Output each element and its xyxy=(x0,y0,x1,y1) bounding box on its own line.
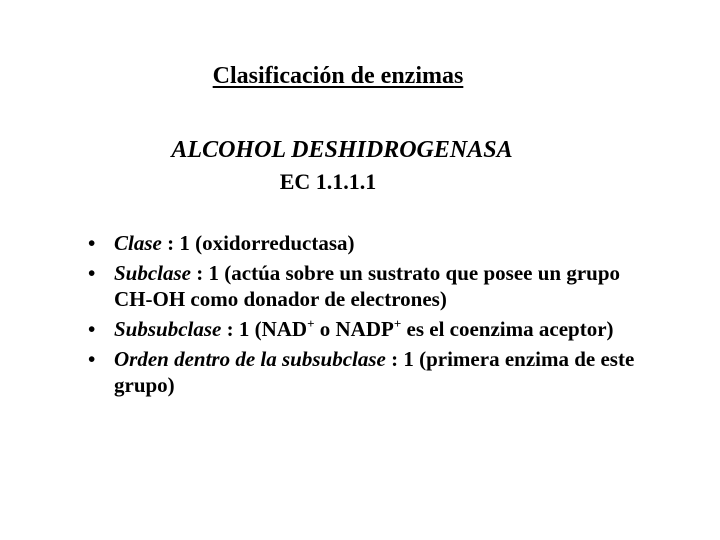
value-clase: : 1 (oxidorreductasa) xyxy=(161,231,355,255)
list-item-orden xyxy=(88,346,648,398)
value-subsubclase-part-a: : 1 (NAD xyxy=(221,317,308,341)
bullet-icon: • xyxy=(88,261,96,285)
term-subsubclase: Subsubclase xyxy=(114,317,222,341)
term-orden: Orden dentro de la subsubclase xyxy=(114,347,386,371)
value-subsubclase-part-b: o NADP xyxy=(314,317,394,341)
value-subclase: : 1 (actúa sobre un sustrato que posee un grupo CH-OH como donador de electrones) xyxy=(114,261,621,311)
superscript-plus: + xyxy=(393,316,402,331)
list-item-subsubclase xyxy=(88,316,648,342)
list-item-subclase xyxy=(88,260,648,312)
bullet-icon: • xyxy=(88,231,96,255)
superscript-plus: + xyxy=(307,316,315,331)
ec-number: EC 1.1.1.1 xyxy=(279,169,377,194)
value-subsubclase-part-c: es el coenzima aceptor) xyxy=(401,317,614,341)
bullet-icon: • xyxy=(88,347,96,371)
bullet-icon: • xyxy=(88,317,96,341)
term-subclase: Subclase xyxy=(114,261,192,285)
enzyme-name: ALCOHOL DESHIDROGENASA xyxy=(171,137,513,163)
list-item-clase xyxy=(88,230,648,256)
slide-title: Clasificación de enzimas xyxy=(212,63,464,89)
classification-list xyxy=(88,230,648,402)
value-orden: : 1 (primera enzima de este grupo) xyxy=(114,347,635,397)
term-clase: Clase xyxy=(114,231,162,255)
